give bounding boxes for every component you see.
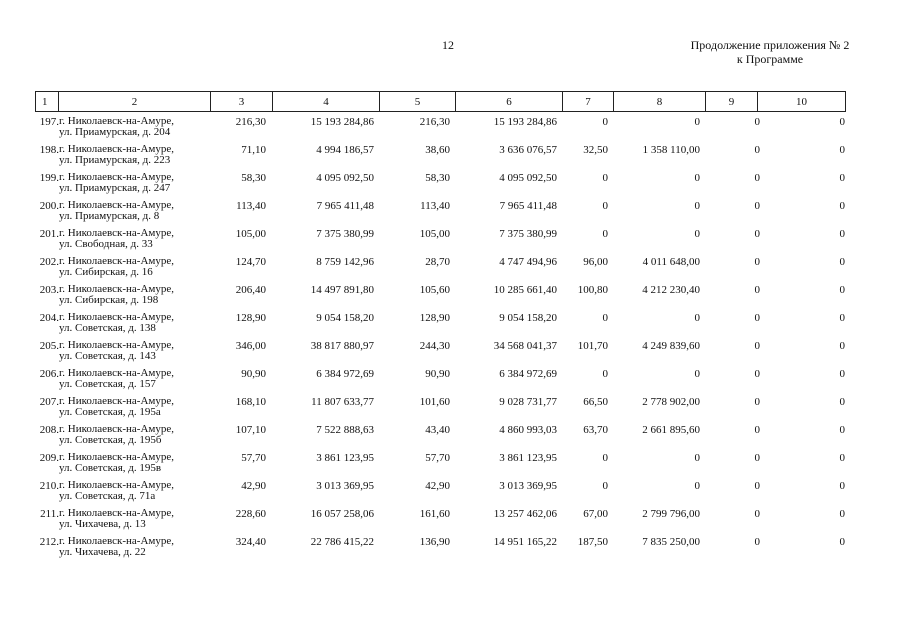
address-line-2: ул. Чихачева, д. 13 — [59, 518, 146, 530]
address-line-2: ул. Приамурская, д. 204 — [59, 126, 171, 138]
address-cell — [59, 452, 174, 474]
cell-col-7: 66,50 — [583, 396, 608, 408]
table-row — [35, 424, 845, 452]
cell-col-3: 128,90 — [235, 312, 266, 324]
cell-col-3: 124,70 — [235, 256, 266, 268]
cell-col-10: 0 — [839, 340, 845, 352]
cell-col-10: 0 — [839, 312, 845, 324]
table-row — [35, 312, 845, 340]
cell-col-6: 9 028 731,77 — [499, 396, 557, 408]
cell-col-9: 0 — [754, 200, 760, 212]
cell-col-5: 128,90 — [419, 312, 450, 324]
cell-col-8: 0 — [694, 116, 700, 128]
cell-col-6: 10 285 661,40 — [493, 284, 557, 296]
cell-col-10: 0 — [839, 452, 845, 464]
cell-col-8: 2 778 902,00 — [642, 396, 700, 408]
address-cell — [59, 424, 174, 446]
cell-col-3: 168,10 — [235, 396, 266, 408]
row-number: 207. — [39, 396, 59, 408]
address-line-2: ул. Приамурская, д. 247 — [59, 182, 171, 194]
row-number: 210. — [39, 480, 59, 492]
cell-col-4: 15 193 284,86 — [310, 116, 374, 128]
cell-col-8: 4 249 839,60 — [642, 340, 700, 352]
cell-col-10: 0 — [839, 228, 845, 240]
cell-col-6: 9 054 158,20 — [499, 312, 557, 324]
appendix-line-2: к Программе — [736, 52, 804, 66]
cell-col-6: 3 013 369,95 — [499, 480, 557, 492]
cell-col-5: 113,40 — [420, 200, 450, 212]
page-number: 12 — [442, 38, 454, 52]
header-col-5: 5 — [380, 92, 456, 112]
cell-col-9: 0 — [754, 144, 760, 156]
cell-col-10: 0 — [839, 284, 845, 296]
cell-col-5: 28,70 — [425, 256, 450, 268]
cell-col-3: 113,40 — [236, 200, 266, 212]
address-line-2: ул. Советская, д. 71а — [59, 490, 156, 502]
cell-col-3: 216,30 — [235, 116, 266, 128]
cell-col-3: 71,10 — [241, 144, 266, 156]
address-cell — [59, 284, 174, 306]
table-body — [35, 116, 845, 564]
cell-col-5: 105,60 — [419, 284, 450, 296]
cell-col-10: 0 — [839, 424, 845, 436]
cell-col-4: 22 786 415,22 — [310, 536, 374, 548]
cell-col-6: 6 384 972,69 — [499, 368, 557, 380]
cell-col-7: 0 — [602, 116, 608, 128]
cell-col-8: 2 799 796,00 — [642, 508, 700, 520]
table-row — [35, 116, 845, 144]
cell-col-8: 4 011 648,00 — [642, 256, 700, 268]
table-row — [35, 256, 845, 284]
row-number: 202. — [39, 256, 59, 268]
address-line-2: ул. Сибирская, д. 198 — [59, 294, 159, 306]
cell-col-4: 6 384 972,69 — [316, 368, 374, 380]
cell-col-7: 96,00 — [583, 256, 608, 268]
cell-col-7: 63,70 — [583, 424, 608, 436]
column-header-table — [35, 91, 846, 112]
address-line-1: г. Николаевск-на-Амуре, — [59, 143, 174, 155]
cell-col-6: 13 257 462,06 — [493, 508, 557, 520]
table-row — [35, 536, 845, 564]
cell-col-7: 67,00 — [583, 508, 608, 520]
address-line-1: г. Николаевск-на-Амуре, — [59, 199, 174, 211]
cell-col-5: 161,60 — [419, 508, 450, 520]
cell-col-10: 0 — [839, 508, 845, 520]
cell-col-9: 0 — [754, 228, 760, 240]
row-number: 206. — [39, 368, 59, 380]
address-line-2: ул. Советская, д. 195а — [59, 406, 161, 418]
appendix-line-1: Продолжение приложения № 2 — [690, 38, 850, 52]
header-col-6: 6 — [456, 92, 563, 112]
cell-col-6: 14 951 165,22 — [493, 536, 557, 548]
address-line-1: г. Николаевск-на-Амуре, — [59, 339, 174, 351]
table-row — [35, 508, 845, 536]
cell-col-8: 0 — [694, 228, 700, 240]
address-cell — [59, 312, 174, 334]
address-cell — [59, 480, 174, 502]
address-cell — [59, 256, 174, 278]
table-row — [35, 284, 845, 312]
row-number: 211. — [40, 508, 59, 520]
row-number: 208. — [39, 424, 59, 436]
cell-col-10: 0 — [839, 396, 845, 408]
cell-col-9: 0 — [754, 480, 760, 492]
cell-col-9: 0 — [754, 116, 760, 128]
table-row — [35, 228, 845, 256]
cell-col-5: 105,00 — [419, 228, 450, 240]
address-cell — [59, 172, 174, 194]
table-row — [35, 340, 845, 368]
address-cell — [59, 228, 174, 250]
cell-col-7: 101,70 — [577, 340, 608, 352]
cell-col-9: 0 — [754, 424, 760, 436]
table-row — [35, 144, 845, 172]
cell-col-9: 0 — [754, 508, 760, 520]
cell-col-3: 58,30 — [241, 172, 266, 184]
cell-col-8: 4 212 230,40 — [642, 284, 700, 296]
cell-col-7: 0 — [602, 452, 608, 464]
cell-col-4: 4 994 186,57 — [316, 144, 374, 156]
cell-col-4: 3 013 369,95 — [316, 480, 374, 492]
cell-col-10: 0 — [839, 536, 845, 548]
row-number: 201. — [39, 228, 59, 240]
cell-col-4: 4 095 092,50 — [316, 172, 374, 184]
row-number: 209. — [39, 452, 59, 464]
address-cell — [59, 508, 174, 530]
cell-col-7: 100,80 — [577, 284, 608, 296]
cell-col-9: 0 — [754, 312, 760, 324]
cell-col-10: 0 — [839, 144, 845, 156]
address-line-1: г. Николаевск-на-Амуре, — [59, 451, 174, 463]
cell-col-8: 0 — [694, 200, 700, 212]
address-cell — [59, 116, 174, 138]
row-number: 203. — [39, 284, 59, 296]
cell-col-5: 58,30 — [425, 172, 450, 184]
address-line-1: г. Николаевск-на-Амуре, — [59, 115, 174, 127]
cell-col-10: 0 — [839, 200, 845, 212]
row-number: 200. — [39, 200, 59, 212]
cell-col-4: 9 054 158,20 — [316, 312, 374, 324]
cell-col-5: 244,30 — [419, 340, 450, 352]
address-line-2: ул. Советская, д. 157 — [59, 378, 156, 390]
address-cell — [59, 200, 174, 222]
cell-col-3: 90,90 — [241, 368, 266, 380]
address-line-1: г. Николаевск-на-Амуре, — [59, 423, 174, 435]
cell-col-8: 0 — [694, 312, 700, 324]
row-number: 205. — [39, 340, 59, 352]
table-row — [35, 396, 845, 424]
cell-col-6: 7 375 380,99 — [499, 228, 557, 240]
cell-col-3: 206,40 — [235, 284, 266, 296]
address-cell — [59, 396, 174, 418]
header-col-10: 10 — [758, 92, 846, 112]
cell-col-3: 105,00 — [235, 228, 266, 240]
cell-col-3: 107,10 — [235, 424, 266, 436]
address-line-1: г. Николаевск-на-Амуре, — [59, 171, 174, 183]
address-cell — [59, 368, 174, 390]
cell-col-8: 0 — [694, 172, 700, 184]
address-line-1: г. Николаевск-на-Амуре, — [59, 227, 174, 239]
appendix-caption — [670, 38, 870, 66]
cell-col-10: 0 — [839, 172, 845, 184]
table-row — [35, 452, 845, 480]
cell-col-10: 0 — [839, 256, 845, 268]
row-number: 198. — [39, 144, 59, 156]
address-line-1: г. Николаевск-на-Амуре, — [59, 479, 174, 491]
cell-col-4: 8 759 142,96 — [316, 256, 374, 268]
table-row — [35, 200, 845, 228]
cell-col-6: 4 747 494,96 — [499, 256, 557, 268]
cell-col-5: 43,40 — [425, 424, 450, 436]
address-line-1: г. Николаевск-на-Амуре, — [59, 283, 174, 295]
cell-col-5: 38,60 — [425, 144, 450, 156]
header-col-9: 9 — [706, 92, 758, 112]
cell-col-6: 4 860 993,03 — [499, 424, 557, 436]
address-line-2: ул. Советская, д. 138 — [59, 322, 156, 334]
address-line-2: ул. Чихачева, д. 22 — [59, 546, 146, 558]
cell-col-8: 1 358 110,00 — [642, 144, 700, 156]
address-line-2: ул. Советская, д. 143 — [59, 350, 156, 362]
cell-col-9: 0 — [754, 172, 760, 184]
cell-col-4: 11 807 633,77 — [311, 396, 374, 408]
cell-col-9: 0 — [754, 340, 760, 352]
cell-col-7: 0 — [602, 172, 608, 184]
cell-col-9: 0 — [754, 284, 760, 296]
address-line-2: ул. Приамурская, д. 223 — [59, 154, 171, 166]
cell-col-9: 0 — [754, 396, 760, 408]
cell-col-6: 34 568 041,37 — [493, 340, 557, 352]
address-line-1: г. Николаевск-на-Амуре, — [59, 311, 174, 323]
row-number: 212. — [39, 536, 59, 548]
address-line-1: г. Николаевск-на-Амуре, — [59, 367, 174, 379]
cell-col-5: 90,90 — [425, 368, 450, 380]
cell-col-4: 38 817 880,97 — [310, 340, 374, 352]
address-cell — [59, 144, 174, 166]
address-line-2: ул. Сибирская, д. 16 — [59, 266, 153, 278]
cell-col-5: 42,90 — [425, 480, 450, 492]
header-col-7: 7 — [563, 92, 614, 112]
table-row — [35, 172, 845, 200]
cell-col-4: 16 057 258,06 — [310, 508, 374, 520]
cell-col-9: 0 — [754, 536, 760, 548]
address-line-2: ул. Советская, д. 195в — [59, 462, 162, 474]
cell-col-9: 0 — [754, 256, 760, 268]
cell-col-7: 0 — [602, 368, 608, 380]
row-number: 204. — [39, 312, 59, 324]
cell-col-3: 42,90 — [241, 480, 266, 492]
cell-col-4: 7 375 380,99 — [316, 228, 374, 240]
cell-col-9: 0 — [754, 452, 760, 464]
header-col-8: 8 — [614, 92, 706, 112]
cell-col-5: 216,30 — [419, 116, 450, 128]
address-line-2: ул. Советская, д. 195б — [59, 434, 162, 446]
cell-col-7: 187,50 — [577, 536, 608, 548]
cell-col-7: 0 — [602, 228, 608, 240]
cell-col-6: 3 861 123,95 — [499, 452, 557, 464]
cell-col-9: 0 — [754, 368, 760, 380]
cell-col-8: 0 — [694, 480, 700, 492]
cell-col-8: 7 835 250,00 — [642, 536, 700, 548]
address-cell — [59, 536, 174, 558]
cell-col-7: 0 — [602, 312, 608, 324]
address-line-1: г. Николаевск-на-Амуре, — [59, 507, 174, 519]
cell-col-4: 7 965 411,48 — [316, 200, 374, 212]
cell-col-8: 0 — [694, 368, 700, 380]
address-line-1: г. Николаевск-на-Амуре, — [59, 395, 174, 407]
header-col-4: 4 — [273, 92, 380, 112]
cell-col-3: 346,00 — [235, 340, 266, 352]
address-line-2: ул. Свободная, д. 33 — [59, 238, 153, 250]
cell-col-3: 57,70 — [241, 452, 266, 464]
cell-col-4: 14 497 891,80 — [310, 284, 374, 296]
address-line-1: г. Николаевск-на-Амуре, — [59, 255, 174, 267]
table-row — [35, 368, 845, 396]
table-row — [35, 480, 845, 508]
header-col-2: 2 — [59, 92, 211, 112]
cell-col-6: 4 095 092,50 — [499, 172, 557, 184]
cell-col-7: 0 — [602, 200, 608, 212]
cell-col-5: 136,90 — [419, 536, 450, 548]
row-number: 197. — [39, 116, 59, 128]
cell-col-10: 0 — [839, 116, 845, 128]
cell-col-3: 228,60 — [235, 508, 266, 520]
cell-col-4: 7 522 888,63 — [316, 424, 374, 436]
header-col-3: 3 — [211, 92, 273, 112]
header-col-1: 1 — [36, 92, 59, 112]
cell-col-5: 57,70 — [425, 452, 450, 464]
address-line-1: г. Николаевск-на-Амуре, — [59, 535, 174, 547]
address-cell — [59, 340, 174, 362]
cell-col-6: 7 965 411,48 — [499, 200, 557, 212]
row-number: 199. — [39, 172, 59, 184]
cell-col-7: 0 — [602, 480, 608, 492]
address-line-2: ул. Приамурская, д. 8 — [59, 210, 160, 222]
cell-col-6: 3 636 076,57 — [499, 144, 557, 156]
cell-col-10: 0 — [839, 368, 845, 380]
cell-col-6: 15 193 284,86 — [493, 116, 557, 128]
cell-col-8: 0 — [694, 452, 700, 464]
cell-col-3: 324,40 — [235, 536, 266, 548]
cell-col-5: 101,60 — [419, 396, 450, 408]
cell-col-10: 0 — [839, 480, 845, 492]
cell-col-4: 3 861 123,95 — [316, 452, 374, 464]
header-row — [36, 92, 846, 112]
cell-col-8: 2 661 895,60 — [642, 424, 700, 436]
cell-col-7: 32,50 — [583, 144, 608, 156]
